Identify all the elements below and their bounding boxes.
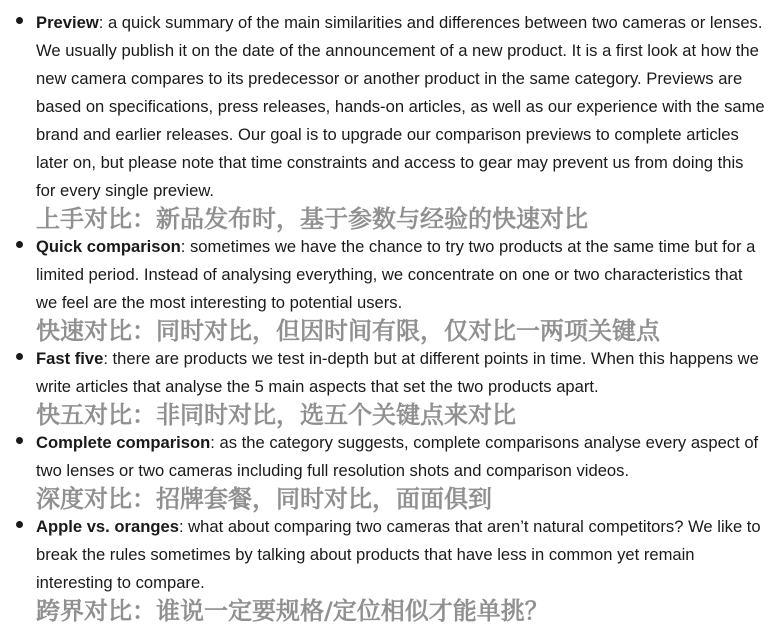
list-item-apple-vs-oranges: [0, 513, 780, 625]
item-description: [36, 345, 766, 401]
list-item-preview: [0, 9, 780, 233]
comparison-types-list: [0, 9, 780, 625]
item-term: Fast five: [36, 349, 104, 368]
item-text: : there are products we test in-depth but at different points in time. When this happens we write articles that analyse the 5 main aspects that set the two products apart.: [36, 349, 759, 396]
item-text: : sometimes we have the chance to try two products at the same time but for a limited period. Instead of analysing everything, we concentrate on one or two characteristics that we feel are the most interesting to potential users.: [36, 237, 756, 312]
bullet-icon: [16, 521, 23, 528]
item-term: Preview: [36, 13, 99, 32]
item-annotation: 快五对比：非同时对比，选五个关键点来对比: [36, 401, 516, 429]
item-annotation: 深度对比：招牌套餐，同时对比，面面俱到: [36, 485, 492, 513]
list-item-complete-comparison: [0, 429, 780, 513]
item-description: [36, 233, 766, 317]
item-annotation: 跨界对比：谁说一定要规格/定位相似才能单挑？: [36, 597, 549, 625]
list-item-quick-comparison: [0, 233, 780, 345]
bullet-icon: [16, 241, 23, 248]
item-term: Apple vs. oranges: [36, 517, 179, 536]
bullet-icon: [16, 353, 23, 360]
item-text: : as the category suggests, complete comparisons analyse every aspect of two lenses or two cameras including full resolution shots and comparison videos.: [36, 433, 759, 480]
item-description: [36, 513, 766, 597]
list-item-fast-five: [0, 345, 780, 429]
item-description: [36, 429, 766, 485]
item-annotation: 上手对比：新品发布时，基于参数与经验的快速对比: [36, 205, 588, 233]
item-text: : a quick summary of the main similarities and differences between two cameras or lenses. We usually publish it on the date of the announcement of a new product. It is a first look at how the new camera compares to its predecessor or another product in the same category. Previews are based on specifications, press releases, hands-on articles, as well as our experience with the same brand and earlier releases. Our goal is to upgrade our comparison previews to complete articles later on, but please note that time constraints and access to gear may prevent us from doing this for every single preview.: [36, 13, 765, 200]
bullet-icon: [16, 437, 23, 444]
bullet-icon: [16, 17, 23, 24]
item-term: Complete comparison: [36, 433, 211, 452]
item-description: [36, 9, 766, 205]
item-text: : what about comparing two cameras that aren’t natural competitors? We like to break the rules sometimes by talking about products that have less in common yet remain interesting to compare.: [36, 517, 761, 592]
item-term: Quick comparison: [36, 237, 181, 256]
item-annotation: 快速对比：同时对比，但因时间有限，仅对比一两项关键点: [36, 317, 660, 345]
